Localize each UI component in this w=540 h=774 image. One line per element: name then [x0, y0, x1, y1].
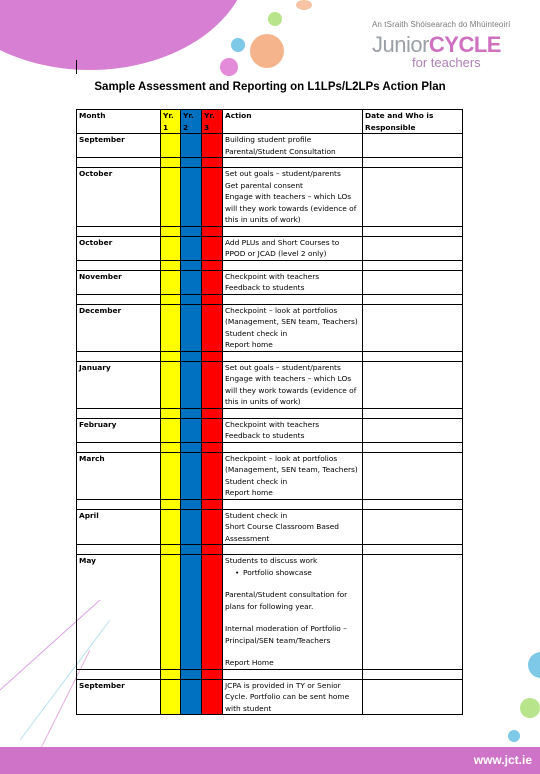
spacer-cell	[161, 408, 181, 418]
spacer-row	[77, 669, 463, 679]
yr2-cell	[181, 134, 202, 158]
action-line: Set out goals – student/parents	[225, 169, 341, 178]
yr2-cell	[181, 236, 202, 260]
spacer-cell	[77, 158, 161, 168]
action-line: Cycle. Portfolio can be sent home	[225, 692, 350, 701]
action-line: with student	[225, 703, 272, 713]
action-line: Set out goals – student/parents	[225, 362, 341, 372]
action-line: Parental/Student consultation for	[225, 590, 348, 599]
month-cell: January	[77, 361, 161, 408]
spacer-cell	[161, 294, 181, 304]
spacer-cell	[223, 351, 363, 361]
spacer-cell	[181, 408, 202, 418]
table-row	[77, 509, 463, 545]
action-cell	[223, 134, 363, 158]
document-title: Sample Assessment and Reporting on L1LPs/L2LPs Action Plan	[94, 81, 446, 93]
responsible-cell	[363, 168, 463, 227]
month-cell: May	[77, 555, 161, 670]
action-gap	[225, 578, 360, 589]
spacer-cell	[202, 545, 223, 555]
spacer-cell	[363, 499, 463, 509]
yr1-cell	[161, 304, 181, 351]
spacer-cell	[223, 260, 363, 270]
spacer-cell	[202, 158, 223, 168]
action-line: Students to discuss work	[225, 556, 318, 565]
table-row	[77, 304, 463, 351]
spacer-cell	[223, 294, 363, 304]
action-cell	[223, 555, 363, 670]
action-line: Parental/Student Consultation	[225, 146, 336, 156]
decor-circle-blue-right	[528, 652, 540, 678]
action-line: (Management, SEN team, Teachers)	[225, 317, 358, 326]
action-line: Building student profile	[225, 135, 312, 144]
action-line: Report home	[225, 340, 273, 349]
month-cell: April	[77, 509, 161, 545]
spacer-cell	[181, 260, 202, 270]
decor-circle-blue-small-right	[508, 730, 520, 742]
yr2-cell	[181, 304, 202, 351]
spacer-row	[77, 442, 463, 452]
spacer-cell	[223, 408, 363, 418]
spacer-cell	[223, 499, 363, 509]
responsible-cell	[363, 679, 463, 715]
spacer-cell	[181, 442, 202, 452]
spacer-cell	[363, 351, 463, 361]
action-cell	[223, 236, 363, 260]
action-line: this in units of work)	[225, 215, 301, 224]
yr3-cell	[202, 304, 223, 351]
spacer-cell	[181, 499, 202, 509]
spacer-cell	[223, 442, 363, 452]
yr3-cell	[202, 134, 223, 158]
yr2-cell	[181, 361, 202, 408]
spacer-cell	[181, 669, 202, 679]
action-line: (Management, SEN team, Teachers)	[225, 465, 358, 474]
action-line: Get parental consent	[225, 180, 303, 190]
spacer-cell	[161, 351, 181, 361]
action-line: Engage with teachers – which LOs	[225, 374, 352, 383]
month-cell: February	[77, 418, 161, 442]
spacer-cell	[202, 669, 223, 679]
spacer-cell	[363, 442, 463, 452]
spacer-cell	[363, 158, 463, 168]
header-responsible: Date and Who is Responsible	[363, 110, 463, 134]
spacer-row	[77, 408, 463, 418]
spacer-cell	[202, 408, 223, 418]
table-row	[77, 236, 463, 260]
table-row	[77, 555, 463, 670]
table-row	[77, 270, 463, 294]
action-line: Add PLUs and Short Courses to	[225, 237, 340, 247]
action-gap	[225, 612, 360, 623]
decor-circle-blue	[231, 38, 245, 52]
spacer-cell	[77, 294, 161, 304]
responsible-cell	[363, 418, 463, 442]
decor-circle-peach	[250, 34, 284, 68]
responsible-cell	[363, 304, 463, 351]
action-line: Student check in	[225, 510, 288, 520]
action-line: Student check in	[225, 328, 288, 338]
yr1-cell	[161, 270, 181, 294]
action-cell	[223, 452, 363, 499]
month-cell: March	[77, 452, 161, 499]
action-line: Principal/SEN team/Teachers	[225, 635, 331, 645]
action-line: Checkpoint with teachers	[225, 271, 320, 281]
yr2-cell	[181, 418, 202, 442]
spacer-cell	[181, 158, 202, 168]
action-line: Report home	[225, 488, 273, 497]
yr2-cell	[181, 509, 202, 545]
spacer-cell	[77, 545, 161, 555]
spacer-cell	[223, 226, 363, 236]
action-line: will they work towards (evidence of	[225, 385, 357, 395]
action-line: Feedback to students	[225, 283, 305, 292]
spacer-cell	[161, 442, 181, 452]
yr2-cell	[181, 452, 202, 499]
yr2-cell	[181, 679, 202, 715]
responsible-cell	[363, 270, 463, 294]
header-action: Action	[223, 110, 363, 134]
spacer-cell	[202, 499, 223, 509]
action-line: Checkpoint – look at portfolios	[225, 305, 338, 315]
decor-circle-pink-small	[196, 4, 218, 26]
action-line: Engage with teachers – which LOs	[225, 192, 352, 201]
spacer-cell	[363, 226, 463, 236]
yr1-cell	[161, 168, 181, 227]
spacer-row	[77, 260, 463, 270]
brand-logo	[372, 20, 532, 70]
decor-circle-green-right	[520, 698, 540, 718]
header-yr2: Yr. 2	[181, 110, 202, 134]
action-line: will they work towards (evidence of	[225, 203, 357, 213]
spacer-cell	[161, 669, 181, 679]
yr3-cell	[202, 555, 223, 670]
table-row	[77, 134, 463, 158]
spacer-cell	[77, 226, 161, 236]
yr3-cell	[202, 270, 223, 294]
spacer-cell	[77, 669, 161, 679]
action-cell	[223, 270, 363, 294]
spacer-cell	[202, 442, 223, 452]
action-line: Student check in	[225, 476, 288, 486]
header-yr1: Yr. 1	[161, 110, 181, 134]
spacer-cell	[363, 294, 463, 304]
action-cell	[223, 509, 363, 545]
spacer-cell	[77, 260, 161, 270]
spacer-cell	[223, 158, 363, 168]
spacer-cell	[161, 545, 181, 555]
spacer-cell	[202, 260, 223, 270]
yr1-cell	[161, 452, 181, 499]
spacer-cell	[161, 226, 181, 236]
table-row	[77, 452, 463, 499]
header-month: Month	[77, 110, 161, 134]
spacer-row	[77, 499, 463, 509]
table-row	[77, 361, 463, 408]
spacer-cell	[363, 260, 463, 270]
yr1-cell	[161, 555, 181, 670]
responsible-cell	[363, 555, 463, 670]
yr3-cell	[202, 168, 223, 227]
yr3-cell	[202, 509, 223, 545]
table-row	[77, 168, 463, 227]
spacer-cell	[202, 294, 223, 304]
spacer-cell	[161, 260, 181, 270]
yr1-cell	[161, 361, 181, 408]
spacer-row	[77, 226, 463, 236]
spacer-cell	[77, 351, 161, 361]
brand-subtitle: for teachers	[412, 55, 481, 70]
spacer-cell	[181, 294, 202, 304]
action-line: Assessment	[225, 533, 270, 543]
text-cursor	[76, 60, 77, 74]
responsible-cell	[363, 452, 463, 499]
action-line: JCPA is provided in TY or Senior	[225, 680, 341, 690]
action-line: Checkpoint – look at portfolios	[225, 453, 338, 463]
spacer-cell	[161, 499, 181, 509]
spacer-cell	[161, 158, 181, 168]
table-row	[77, 679, 463, 715]
spacer-cell	[77, 442, 161, 452]
action-line: Checkpoint with teachers	[225, 419, 320, 429]
brand-wordmark-cycle: CYCLE	[428, 32, 501, 57]
yr3-cell	[202, 679, 223, 715]
spacer-cell	[181, 226, 202, 236]
action-line: PPOD or JCAD (level 2 only)	[225, 249, 327, 258]
table-row	[77, 418, 463, 442]
spacer-row	[77, 351, 463, 361]
yr1-cell	[161, 509, 181, 545]
yr3-cell	[202, 361, 223, 408]
action-plan-table	[76, 109, 463, 715]
spacer-cell	[77, 499, 161, 509]
yr3-cell	[202, 418, 223, 442]
yr1-cell	[161, 236, 181, 260]
decor-circle-peach-small	[296, 0, 312, 10]
spacer-cell	[181, 351, 202, 361]
footer-bar	[0, 747, 540, 774]
action-line: Internal moderation of Portfolio –	[225, 624, 347, 633]
month-cell: September	[77, 134, 161, 158]
month-cell: October	[77, 168, 161, 227]
spacer-row	[77, 158, 463, 168]
brand-tagline: An tSraith Shóisearach do Mhúinteoirí	[372, 20, 511, 29]
spacer-cell	[363, 408, 463, 418]
spacer-cell	[363, 669, 463, 679]
action-line: this in units of work)	[225, 397, 301, 406]
action-cell	[223, 361, 363, 408]
action-gap	[225, 646, 360, 657]
month-cell: December	[77, 304, 161, 351]
spacer-cell	[363, 545, 463, 555]
action-line: Feedback to students	[225, 431, 305, 440]
spacer-cell	[223, 669, 363, 679]
action-line: Report Home	[225, 658, 274, 667]
yr2-cell	[181, 555, 202, 670]
yr2-cell	[181, 270, 202, 294]
bullet-text: Portfolio showcase	[243, 567, 312, 577]
action-line: plans for following year.	[225, 601, 314, 611]
action-cell	[223, 168, 363, 227]
action-bullet	[225, 567, 360, 579]
yr1-cell	[161, 679, 181, 715]
header-yr3: Yr. 3	[202, 110, 223, 134]
responsible-cell	[363, 134, 463, 158]
spacer-cell	[77, 408, 161, 418]
spacer-cell	[202, 351, 223, 361]
yr3-cell	[202, 236, 223, 260]
month-cell: September	[77, 679, 161, 715]
spacer-cell	[181, 545, 202, 555]
responsible-cell	[363, 361, 463, 408]
decor-circle-pink-mid	[220, 58, 238, 76]
yr3-cell	[202, 452, 223, 499]
brand-wordmark-junior: Junior	[372, 32, 429, 57]
action-line: Short Course Classroom Based	[225, 522, 339, 531]
spacer-cell	[202, 226, 223, 236]
yr2-cell	[181, 168, 202, 227]
responsible-cell	[363, 509, 463, 545]
yr1-cell	[161, 134, 181, 158]
yr1-cell	[161, 418, 181, 442]
decor-circle-green	[268, 12, 282, 26]
spacer-row	[77, 294, 463, 304]
action-cell	[223, 679, 363, 715]
month-cell: November	[77, 270, 161, 294]
month-cell: October	[77, 236, 161, 260]
table-header-row	[77, 110, 463, 134]
action-cell	[223, 304, 363, 351]
responsible-cell	[363, 236, 463, 260]
bullet-icon: •	[235, 567, 240, 577]
spacer-cell	[223, 545, 363, 555]
footer-url[interactable]: www.jct.ie	[473, 753, 532, 767]
brand-wordmark	[372, 33, 532, 57]
spacer-row	[77, 545, 463, 555]
action-cell	[223, 418, 363, 442]
